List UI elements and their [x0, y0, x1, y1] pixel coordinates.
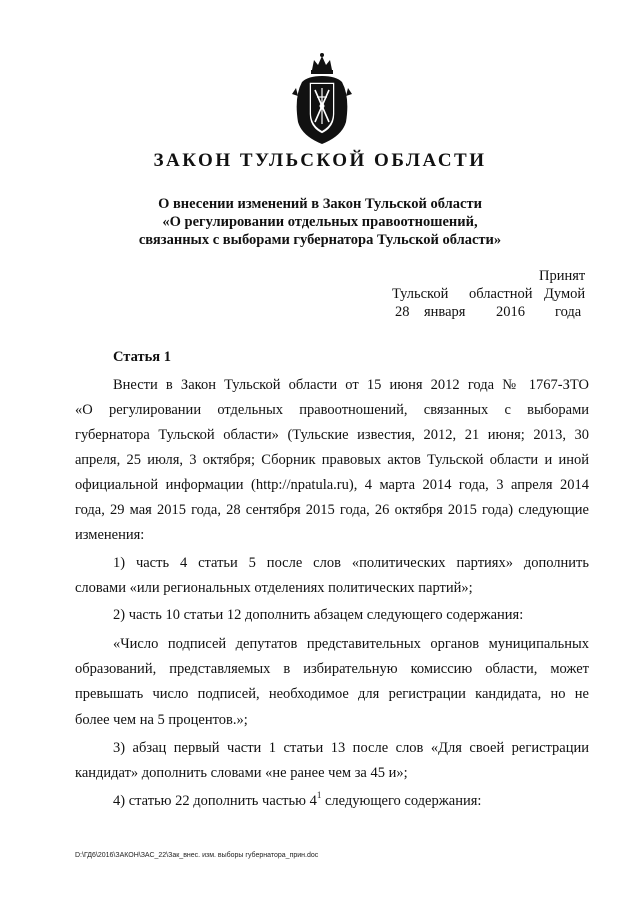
adopted-by-word-1: Тульской: [392, 286, 449, 302]
adopted-date-day: 28: [395, 304, 410, 320]
body-line-6: года, 29 мая 2015 года, 28 сентября 2015 года, 26 октября 2015 года) следующие: [75, 502, 589, 518]
subtitle-line-3: связанных с выборами губернатора Тульской области»: [138, 232, 502, 248]
adopted-date-year-word: года: [555, 304, 582, 320]
body-line-17-text: 4) статью 22 дополнить частью 4: [113, 793, 317, 809]
adopted-by-word-2: областной: [469, 286, 533, 302]
subtitle-line-2: «О регулировании отдельных правоотношений,: [162, 214, 478, 230]
body-line-3: губернатора Тульской области» (Тульские известия, 2012, 21 июня; 2013, 30: [75, 427, 589, 443]
subtitle-line-1: О внесении изменений в Закон Тульской области: [158, 196, 482, 212]
body-line-17-tail: следующего содержания:: [324, 793, 482, 809]
law-title: ЗАКОН ТУЛЬСКОЙ ОБЛАСТИ: [153, 150, 487, 171]
coat-of-arms-emblem: [290, 52, 354, 146]
body-line-14: более чем на 5 процентов.»;: [75, 712, 248, 728]
superscript: 1: [316, 790, 322, 800]
body-line-8: 1) часть 4 статьи 5 после слов «политических партиях» дополнить: [113, 555, 589, 571]
body-line-17: [113, 790, 627, 810]
body-line-15: 3) абзац первый части 1 статьи 13 после слов «Для своей регистрации: [113, 740, 589, 756]
body-line-12: образований, представляемых в избирательную комиссию области, может: [75, 661, 589, 677]
body-line-4: апреля, 25 июля, 3 октября; Сборник правовых актов Тульской области и иной: [75, 452, 589, 468]
adopted-label: Принят: [539, 268, 586, 284]
body-line-2: «О регулировании отдельных правоотношений, связанных с выборами: [75, 402, 589, 418]
body-line-11: «Число подписей депутатов представительных органов муниципальных: [113, 636, 589, 652]
body-line-16: кандидат» дополнить словами «не ранее чем за 45 и»;: [75, 765, 408, 781]
adopted-by-word-3: Думой: [544, 286, 586, 302]
body-line-7: изменения:: [75, 527, 145, 543]
adopted-date-year: 2016: [496, 304, 525, 320]
body-line-9: словами «или региональных отделениях политических партий»;: [75, 580, 473, 596]
file-path-footer: D:\ГД6\2016\ЗАКОН\ЗАС_22\Зак_внес. изм. выборы губернатора_прин.doc: [75, 852, 319, 859]
body-line-13: превышать число подписей, необходимое для регистрации кандидата, но не: [75, 686, 589, 702]
article-heading: Статья 1: [113, 349, 171, 365]
body-line-5: официальной информации (http://npatula.ru), 4 марта 2014 года, 3 апреля 2014: [75, 477, 589, 493]
adopted-date-month: января: [424, 304, 466, 320]
body-line-1: Внести в Закон Тульской области от 15 июня 2012 года № 1767-ЗТО: [113, 377, 589, 393]
body-line-10: 2) часть 10 статьи 12 дополнить абзацем следующего содержания:: [113, 607, 524, 623]
